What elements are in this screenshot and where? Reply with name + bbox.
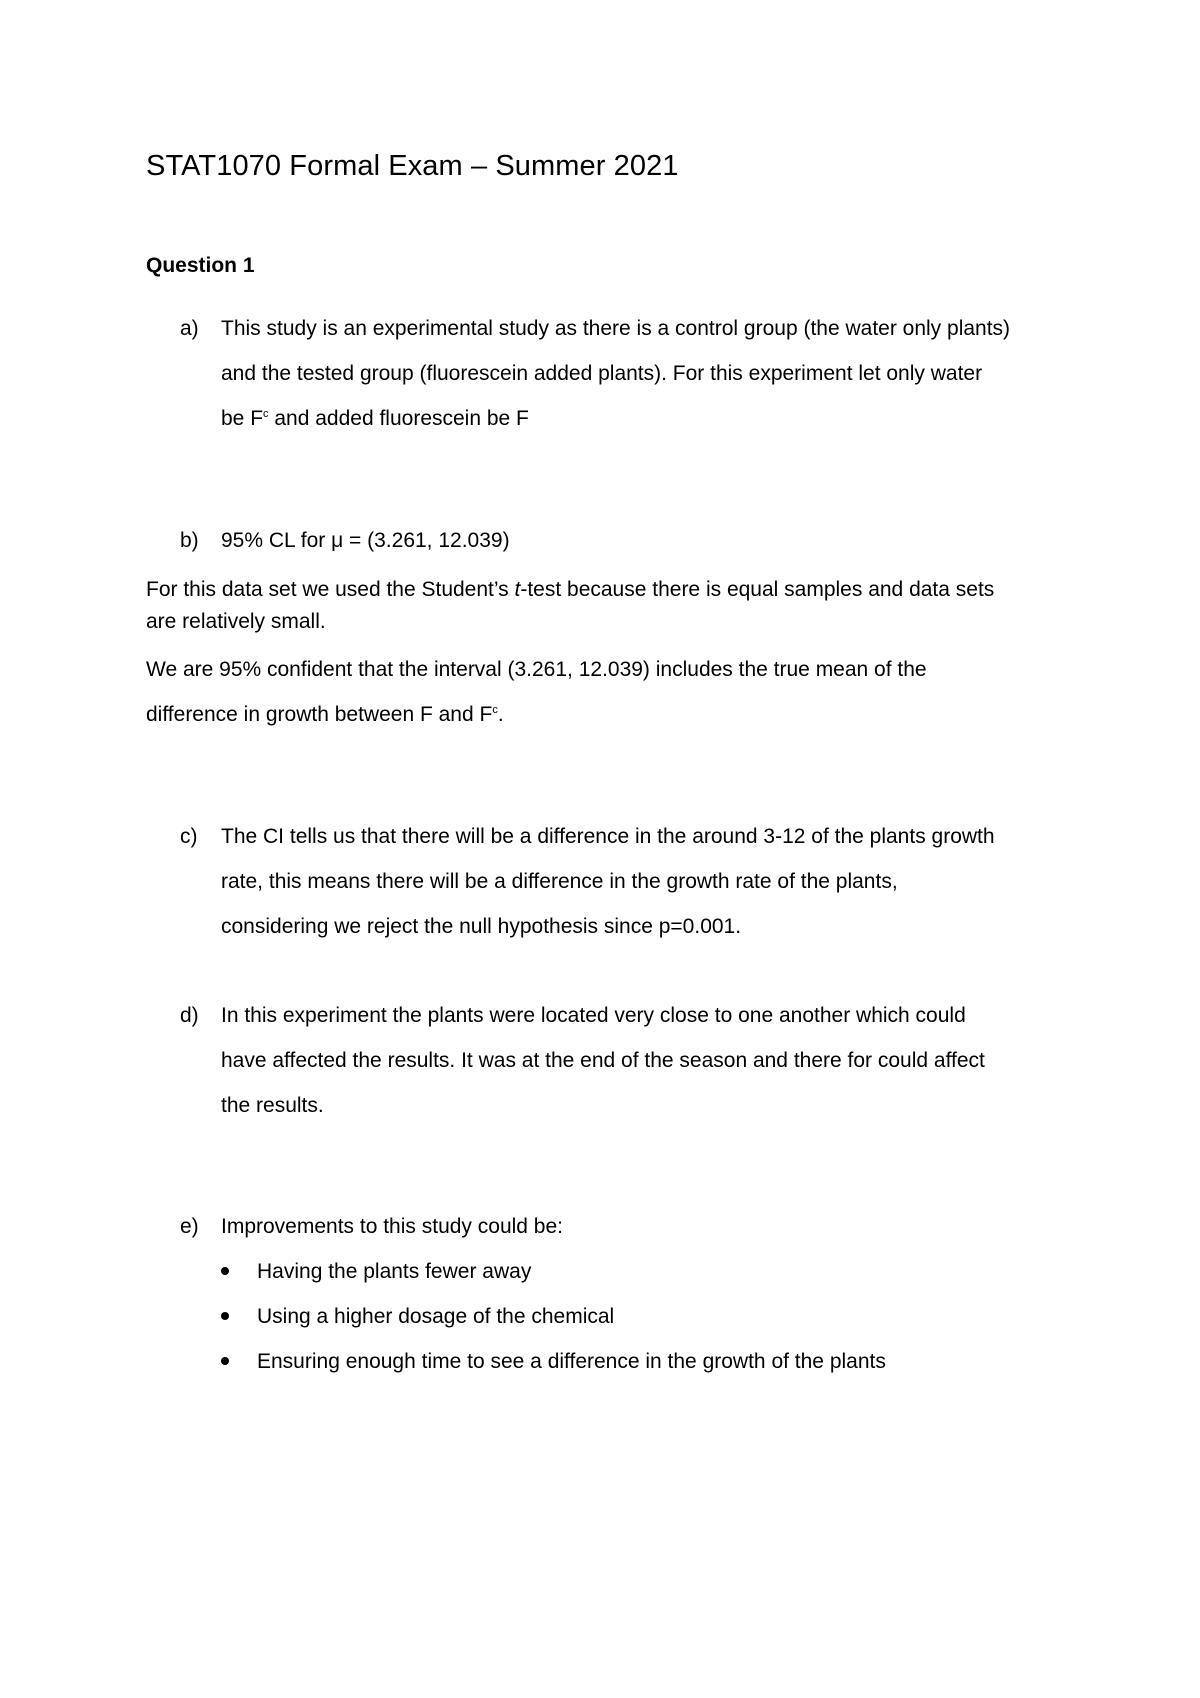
part-b-para-1-line-2: are relatively small. — [146, 610, 326, 633]
part-b-para-1-italic: t — [514, 578, 521, 601]
part-b-para-2-line-1: We are 95% confident that the interval (3.261, 12.039) includes the true mean of the — [146, 658, 927, 681]
part-d-line-3: the results. — [221, 1094, 324, 1117]
part-a-line-3-sup: c — [263, 408, 269, 420]
part-c-line-3: considering we reject the null hypothesis since p=0.001. — [221, 915, 742, 938]
part-b-para-2-sup: c — [492, 704, 498, 716]
bullet-dot — [221, 1312, 229, 1320]
part-e-line-1: Improvements to this study could be: — [221, 1215, 563, 1238]
part-e-marker: e) — [180, 1215, 199, 1238]
part-b-para-2-pre: difference in growth between F and F — [146, 703, 493, 726]
part-b-para-1-pre: For this data set we used the Student’s — [146, 578, 515, 601]
part-e-bullet-2: Using a higher dosage of the chemical — [257, 1305, 615, 1328]
part-b-para-1-post: -test because there is equal samples and data sets — [520, 578, 995, 601]
part-e-bullet-3: Ensuring enough time to see a difference in the growth of the plants — [257, 1350, 886, 1373]
part-a-line-3 — [221, 406, 529, 432]
part-c-line-2: rate, this means there will be a difference in the growth rate of the plants, — [221, 870, 898, 893]
part-d-line-2: have affected the results. It was at the end of the season and there for could affect — [221, 1049, 985, 1072]
part-a-marker: a) — [180, 317, 199, 340]
part-b-para-2-post: . — [497, 703, 504, 726]
question-heading: Question 1 — [146, 254, 255, 277]
part-d-line-1: In this experiment the plants were located very close to one another which could — [221, 1004, 966, 1027]
part-a-line-2: and the tested group (fluorescein added plants). For this experiment let only water — [221, 362, 983, 385]
part-b-para-1-line-1 — [146, 577, 994, 603]
part-a-line-1: This study is an experimental study as there is a control group (the water only plants) — [221, 317, 1011, 340]
part-e-bullet-1: Having the plants fewer away — [257, 1260, 532, 1283]
part-c-line-1: The CI tells us that there will be a difference in the around 3-12 of the plants growth — [221, 825, 995, 848]
part-b-line-1: 95% CL for μ = (3.261, 12.039) — [221, 529, 510, 552]
bullet-dot — [221, 1357, 229, 1365]
part-d-marker: d) — [180, 1004, 199, 1027]
document-title: STAT1070 Formal Exam – Summer 2021 — [146, 150, 679, 182]
part-a-line-3-pre: be F — [221, 407, 264, 430]
bullet-dot — [221, 1267, 229, 1275]
part-b-para-2-line-2 — [146, 702, 504, 728]
part-c-marker: c) — [180, 825, 198, 848]
part-a-line-3-post: and added fluorescein be F — [268, 407, 529, 430]
part-b-marker: b) — [180, 529, 199, 552]
